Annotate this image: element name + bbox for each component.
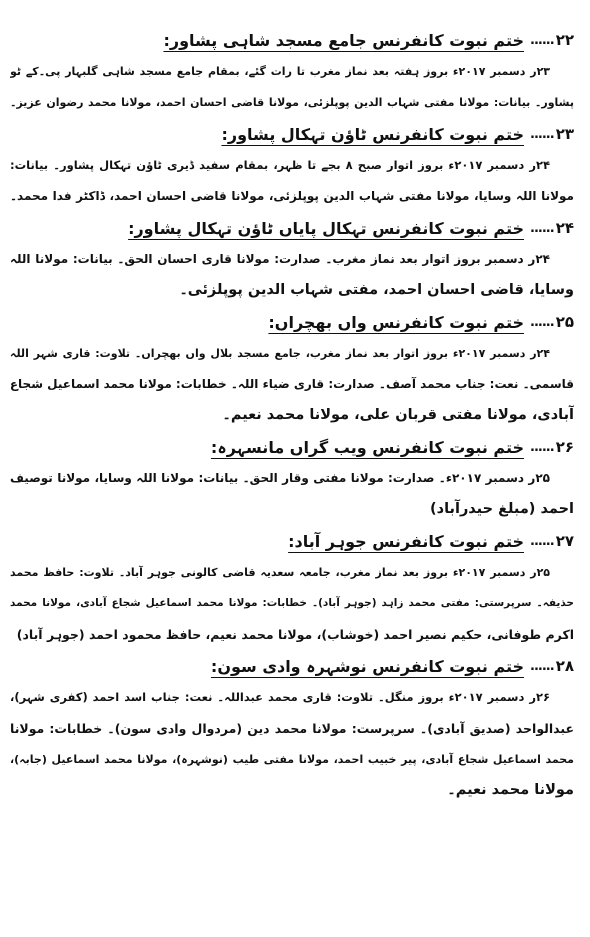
entry-dots: ...... (530, 314, 554, 330)
entry-25 (10, 306, 574, 431)
entry-dots: ...... (530, 658, 554, 674)
entry-text-line: پشاور۔ بیانات: مولانا مفتی شہاب الدین پوپلزئی، مولانا قاضی احسان احمد، مولانا محمد رضوان عزیز۔ (10, 96, 574, 109)
entry-text-line: ۲۴ر دسمبر ۲۰۱۷ء بروز اتوار صبح ۸ بجے تا ظہر، بمقام سفید ڈیری ٹاؤن تہکال پشاور۔ بیانات: (10, 158, 551, 172)
entry-28 (10, 650, 574, 806)
entry-heading: ختم نبوت کانفرنس تہکال پایاں ٹاؤن تہکال پشاور: (128, 218, 525, 238)
entry-text-line: ۲۴ر دسمبر بروز اتوار بعد نماز مغرب۔ صدارت: مولانا قاری احسان الحق۔ بیانات: مولانا اللہ (10, 252, 550, 266)
entry-number: ۲۴ (555, 219, 574, 237)
entry-heading-line (10, 212, 574, 244)
entry-text-line: ۲۶ر دسمبر ۲۰۱۷ء بروز منگل۔ تلاوت: قاری محمد عبداللہ۔ نعت: جناب اسد احمد (کفری شہر)، (10, 690, 550, 704)
entry-text-line: مولانا محمد نعیم۔ (447, 782, 574, 798)
entry-dots: ...... (530, 439, 554, 455)
entry-heading: ختم نبوت کانفرنس ویب گراں مانسہرہ: (210, 437, 525, 457)
entry-dots: ...... (530, 220, 554, 236)
entry-dots: ...... (530, 32, 554, 48)
entry-text-line: حذیفہ۔ سرپرستی: مفتی محمد زاہد (جوہر آباد)۔ خطابات: مولانا محمد اسماعیل شجاع آبادی، مولانا محمد (10, 597, 574, 609)
entry-text-line: وسایا، قاضی احسان احمد، مفتی شہاب الدین پوپلزئی۔ (179, 282, 574, 298)
entry-text-line: محمد اسماعیل شجاع آبادی، پیر خبیب احمد، مولانا مفتی طیب (نوشہرہ)، مولانا محمد اسماعیل (جابہ)، (10, 753, 574, 766)
entry-heading-line (10, 525, 574, 557)
entry-heading-line (10, 431, 574, 463)
entry-heading: ختم نبوت کانفرنس جوہر آباد: (288, 531, 525, 551)
entry-heading-line (10, 24, 574, 56)
entry-text-line: احمد (مبلغ حیدرآباد) (430, 501, 574, 517)
entry-27 (10, 525, 574, 650)
entry-number: ۲۲ (555, 31, 574, 49)
entry-dots: ...... (530, 126, 554, 142)
entry-heading: ختم نبوت کانفرنس نوشہرہ وادی سون: (210, 656, 525, 676)
entry-number: ۲۸ (555, 657, 574, 675)
entry-heading: ختم نبوت کانفرنس جامع مسجد شاہی پشاور: (163, 30, 525, 50)
entry-text-line: مولانا اللہ وسایا، مولانا مفتی شہاب الدین پوپلزئی، مولانا قاضی احسان احمد، ڈاکٹر فدا محمد۔ (10, 189, 574, 203)
entry-text-line: ۲۵ر دسمبر ۲۰۱۷ء۔ صدارت: مولانا مفتی وقار الحق۔ بیانات: مولانا اللہ وسایا، مولانا توصیف (10, 471, 550, 485)
entry-heading-line (10, 306, 574, 338)
entry-22 (10, 24, 574, 118)
entry-text-line: ۲۳ر دسمبر ۲۰۱۷ء بروز ہفتہ بعد نماز مغرب تا رات گئے، بمقام جامع مسجد شاہی گلبہار پی۔کے ٹو (10, 65, 550, 78)
entry-text-line: قاسمی۔ نعت: جناب محمد آصف۔ صدارت: قاری ضیاء اللہ۔ خطابات: مولانا محمد اسماعیل شجاع (10, 377, 574, 391)
entry-text-line: ۲۵ر دسمبر ۲۰۱۷ء بروز بعد نماز مغرب، جامعہ سعدیہ قاضی کالونی جوہر آباد۔ تلاوت: حافظ محمد (10, 566, 550, 579)
entry-heading-line (10, 650, 574, 682)
entry-number: ۲۷ (555, 532, 574, 550)
entry-heading: ختم نبوت کانفرنس واں بھچراں: (268, 312, 525, 332)
entry-text-line: اکرم طوفانی، حکیم نصیر احمد (خوشاب)، مولانا محمد نعیم، حافظ محمود احمد (جوہر آباد) (16, 627, 574, 642)
entry-text-line: عبدالواحد (صدیق آبادی)۔ سرپرست: مولانا محمد دین (مردوال وادی سون)۔ خطابات: مولانا (10, 721, 574, 736)
entry-23 (10, 118, 574, 212)
entry-number: ۲۵ (555, 313, 574, 331)
entry-text-line: آبادی، مولانا مفتی قربان علی، مولانا محمد نعیم۔ (222, 407, 574, 423)
entry-26 (10, 431, 574, 525)
entry-heading: ختم نبوت کانفرنس ٹاؤن تہکال پشاور: (221, 124, 525, 144)
entry-text-line: ۲۴ر دسمبر ۲۰۱۷ء بروز اتوار بعد نماز مغرب، جامع مسجد بلال واں بھچراں۔ تلاوت: قاری شہر اللہ (10, 347, 550, 360)
entry-number: ۲۶ (555, 438, 574, 456)
entry-dots: ...... (530, 533, 554, 549)
entry-heading-line (10, 118, 574, 150)
entry-24 (10, 212, 574, 306)
entry-number: ۲۳ (555, 125, 574, 143)
